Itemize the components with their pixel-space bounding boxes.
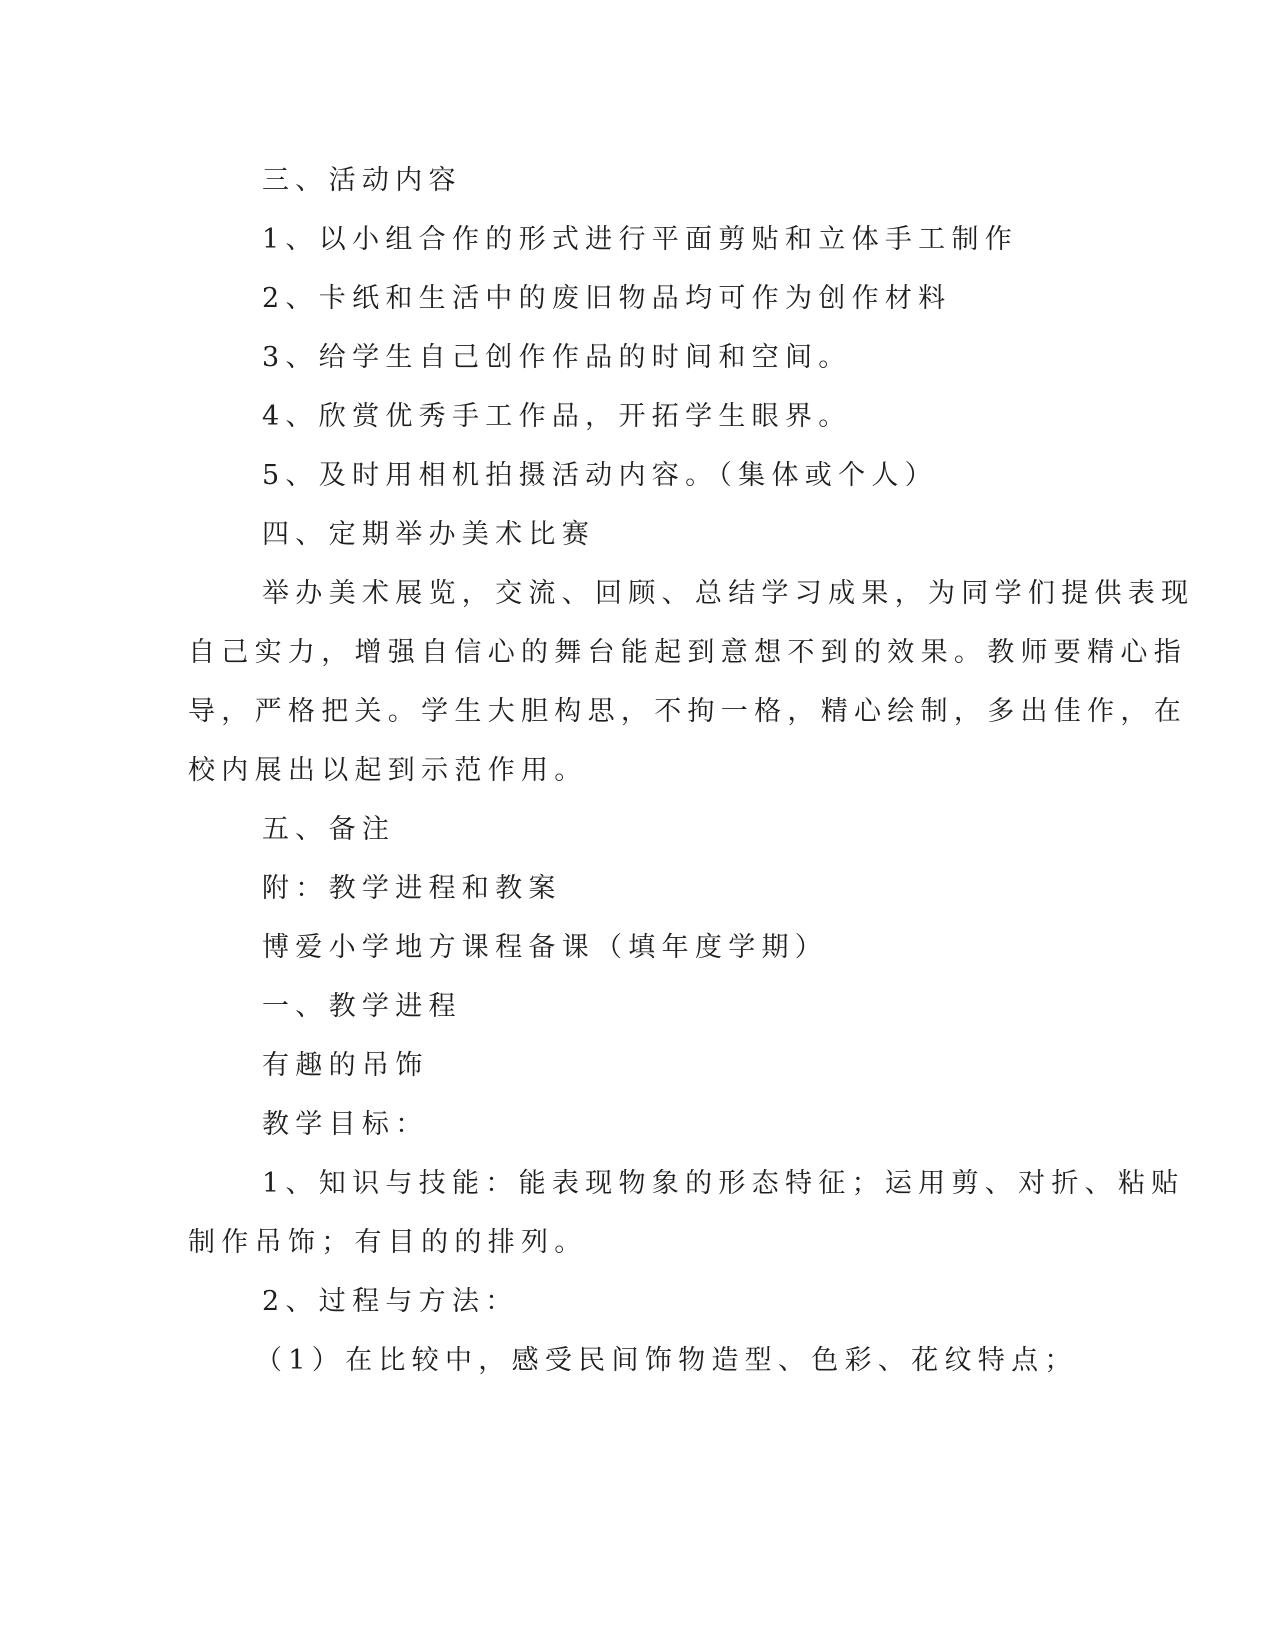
activity-item-4: 4、欣赏优秀手工作品，开拓学生眼界。 bbox=[262, 401, 852, 432]
section-heading-notes: 五、备注 bbox=[262, 814, 396, 845]
goal-process-subitem-1: （1）在比较中，感受民间饰物造型、色彩、花纹特点； bbox=[255, 1345, 1078, 1376]
activity-item-5: 5、及时用相机拍摄活动内容。（集体或个人） bbox=[262, 460, 938, 491]
paragraph-line: 举办美术展览，交流、回顾、总结学习成果，为同学们提供表现 bbox=[262, 578, 1195, 609]
paragraph-line: 导，严格把关。学生大胆构思，不拘一格，精心绘制，多出佳作，在 bbox=[188, 696, 1187, 727]
section-heading-activity-content: 三、活动内容 bbox=[262, 165, 462, 196]
paragraph-line: 校内展出以起到示范作用。 bbox=[188, 755, 588, 786]
course-title-line: 博爱小学地方课程备课（填年度学期） bbox=[262, 932, 829, 963]
goal-process-methods: 2、过程与方法： bbox=[262, 1286, 519, 1317]
activity-item-1: 1、以小组合作的形式进行平面剪贴和立体手工制作 bbox=[262, 224, 1019, 255]
lesson-title: 有趣的吊饰 bbox=[262, 1050, 429, 1081]
teaching-goals-label: 教学目标： bbox=[262, 1109, 429, 1140]
goal-knowledge-skills-continued: 制作吊饰；有目的的排列。 bbox=[188, 1227, 588, 1258]
appendix-line: 附：教学进程和教案 bbox=[262, 873, 562, 904]
goal-knowledge-skills: 1、知识与技能：能表现物象的形态特征；运用剪、对折、粘贴 bbox=[262, 1168, 1185, 1199]
activity-item-2: 2、卡纸和生活中的废旧物品均可作为创作材料 bbox=[262, 283, 952, 314]
paragraph-line: 自己实力，增强自信心的舞台能起到意想不到的效果。教师要精心指 bbox=[188, 637, 1187, 668]
activity-item-3: 3、给学生自己创作作品的时间和空间。 bbox=[262, 342, 852, 373]
section-heading-art-contest: 四、定期举办美术比赛 bbox=[262, 519, 595, 550]
section-heading-teaching-progress: 一、教学进程 bbox=[262, 991, 462, 1022]
